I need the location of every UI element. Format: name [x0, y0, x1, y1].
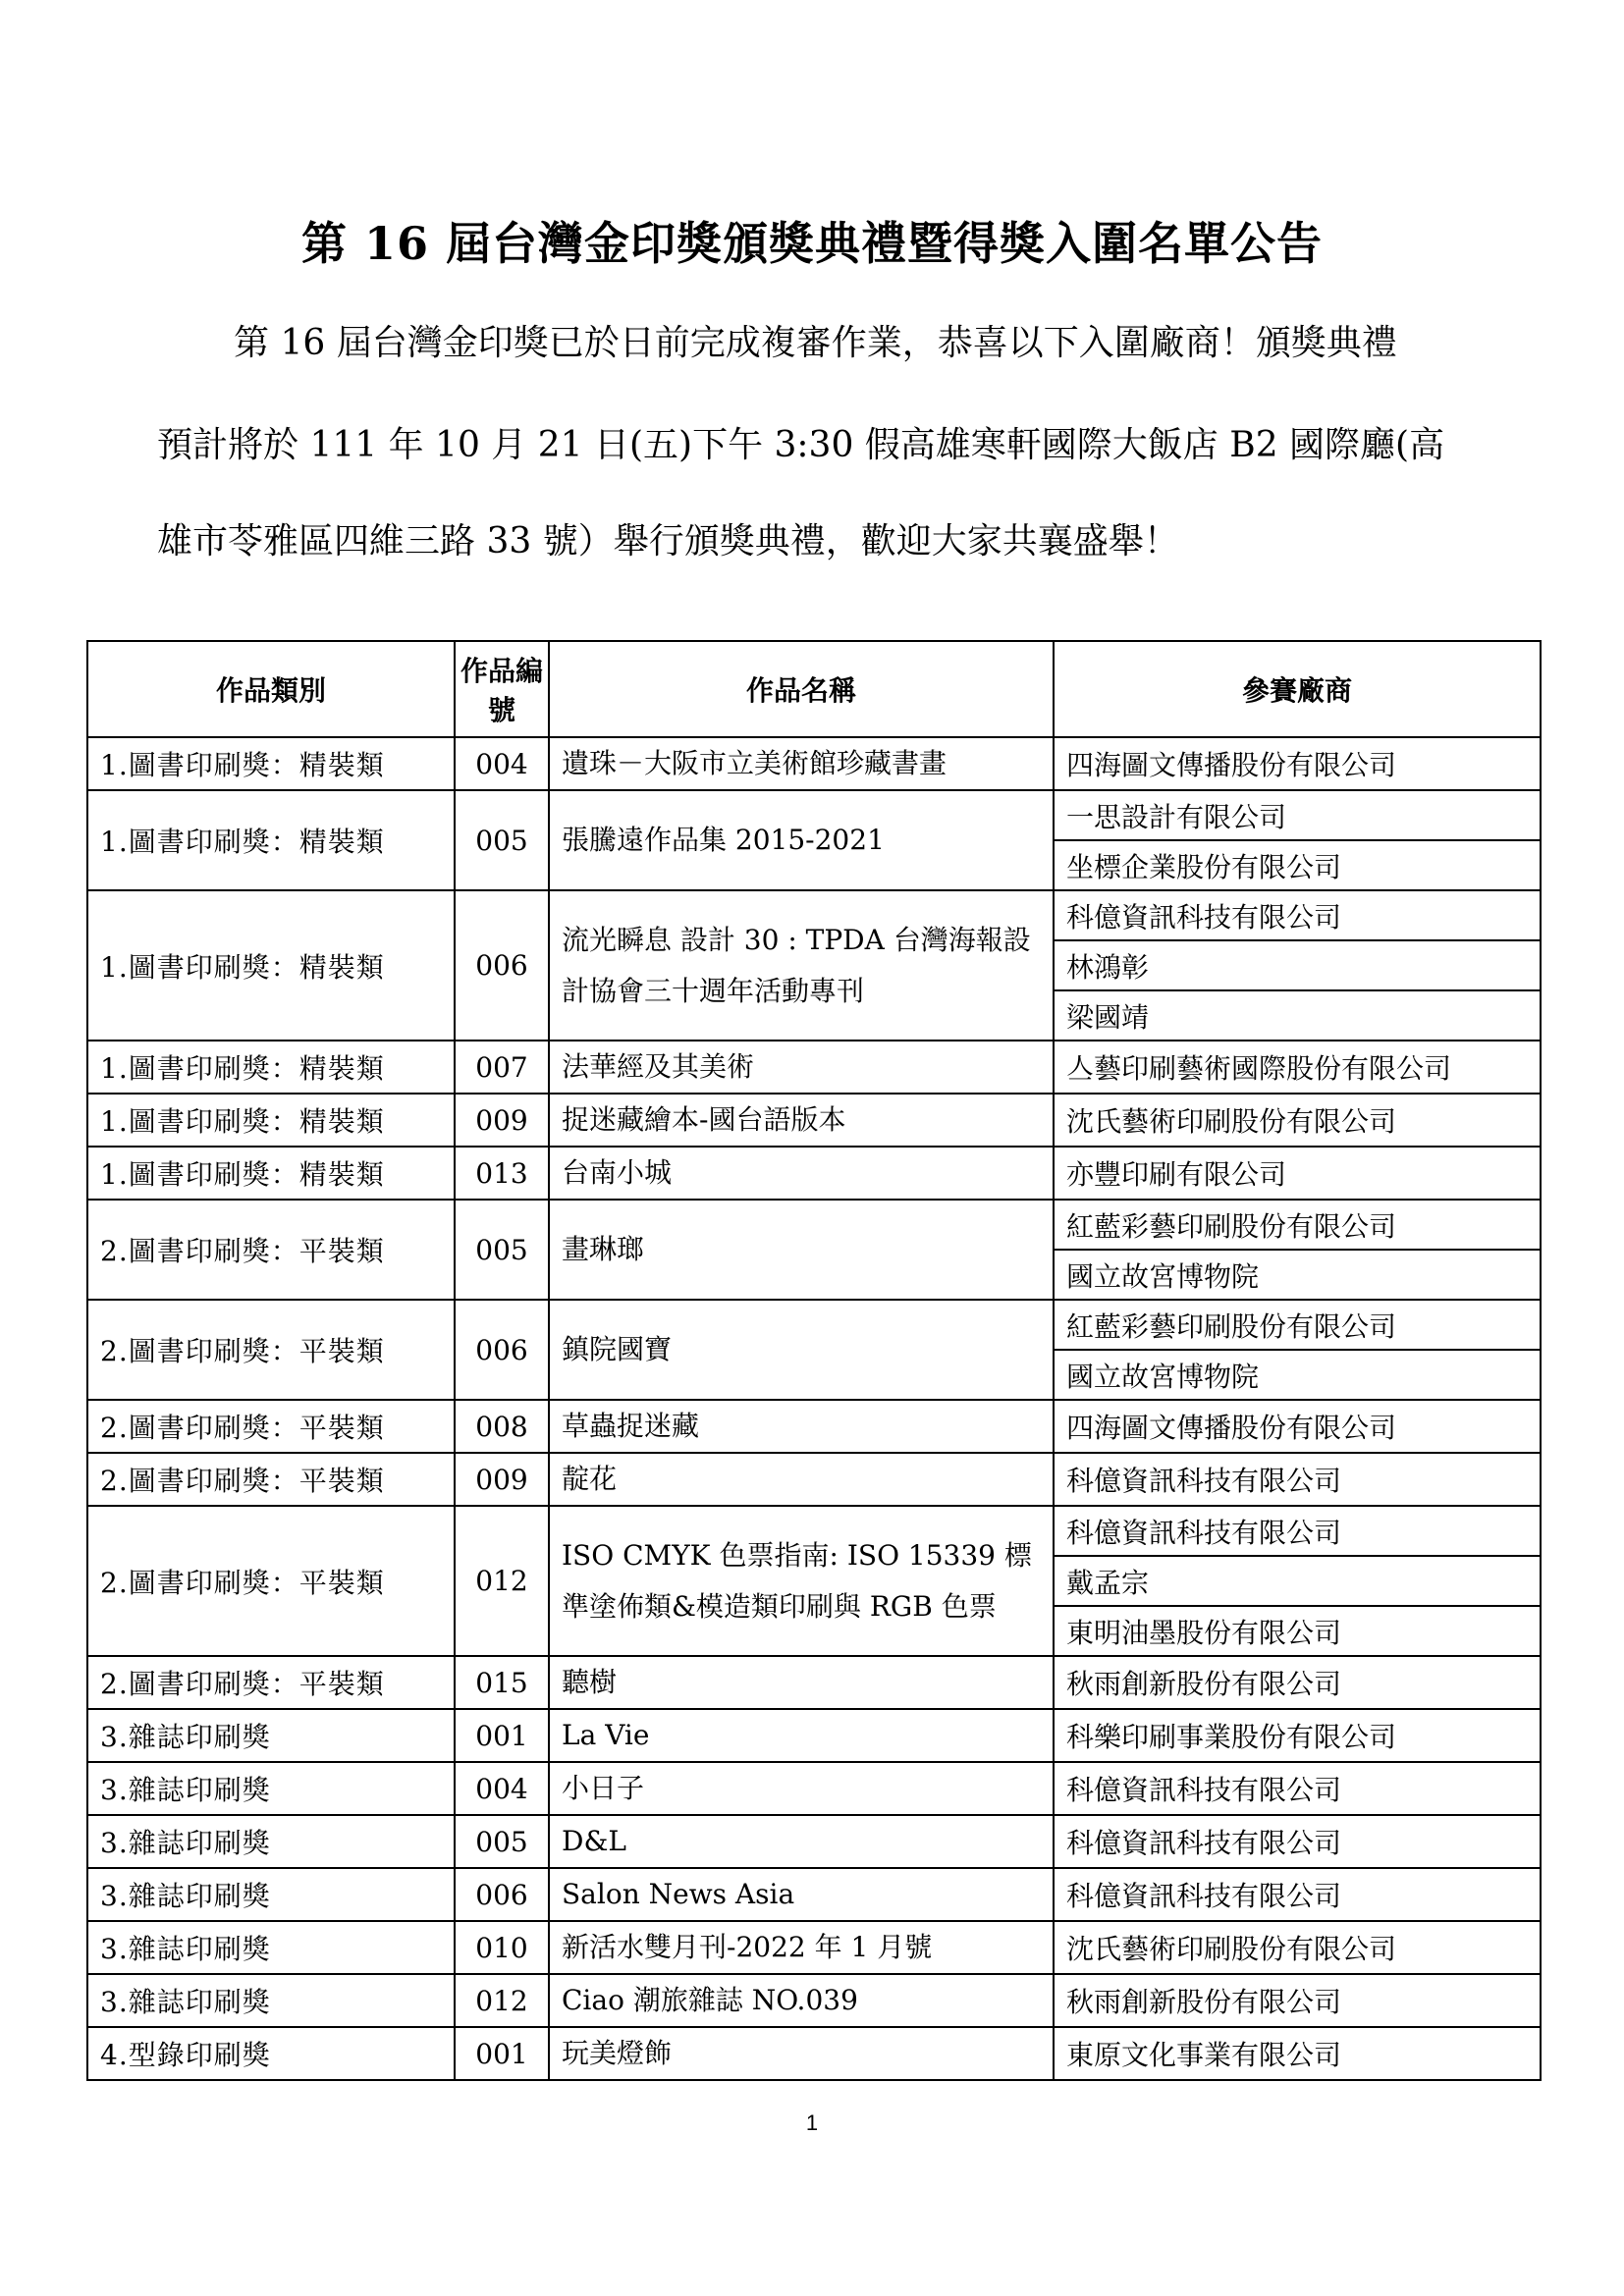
cell-category: 3.雜誌印刷獎: [87, 1868, 455, 1921]
cell-category: 1.圖書印刷獎：精裝類: [87, 790, 455, 890]
cell-number: 004: [455, 1762, 549, 1815]
cell-category: 2.圖書印刷獎：平裝類: [87, 1656, 455, 1709]
table-row: [87, 2027, 1541, 2080]
cell-vendor: 東明油墨股份有限公司: [1054, 1606, 1541, 1656]
cell-title: 新活水雙月刊-2022 年 1 月號: [549, 1921, 1054, 1974]
cell-category: 3.雜誌印刷獎: [87, 1815, 455, 1868]
cell-number: 006: [455, 890, 549, 1041]
cell-vendor: 科億資訊科技有限公司: [1054, 1762, 1541, 1815]
cell-number: 005: [455, 790, 549, 890]
cell-vendor: 沈氏藝術印刷股份有限公司: [1054, 1921, 1541, 1974]
cell-number: 006: [455, 1868, 549, 1921]
table-row: [87, 1453, 1541, 1506]
table-row: [87, 1868, 1541, 1921]
cell-category: 2.圖書印刷獎：平裝類: [87, 1506, 455, 1656]
cell-title: 聽樹: [549, 1656, 1054, 1709]
cell-vendor: 科億資訊科技有限公司: [1054, 1868, 1541, 1921]
table-row: [87, 1921, 1541, 1974]
cell-title: 台南小城: [549, 1147, 1054, 1200]
cell-vendor: 亼藝印刷藝術國際股份有限公司: [1054, 1041, 1541, 1094]
cell-title: 小日子: [549, 1762, 1054, 1815]
header-vendor: 參賽廠商: [1054, 641, 1541, 737]
table-row: [87, 1094, 1541, 1147]
cell-vendor: 梁國靖: [1054, 990, 1541, 1041]
header-category: 作品類別: [87, 641, 455, 737]
cell-vendor: 戴孟宗: [1054, 1556, 1541, 1606]
cell-category: 1.圖書印刷獎：精裝類: [87, 1041, 455, 1094]
cell-title: 張騰遠作品集 2015-2021: [549, 790, 1054, 890]
cell-number: 004: [455, 737, 549, 790]
table-row: [87, 1709, 1541, 1762]
cell-number: 001: [455, 1709, 549, 1762]
table-header-row: [87, 641, 1541, 737]
cell-vendor: 國立故宮博物院: [1054, 1250, 1541, 1300]
page-number: 1: [805, 2110, 819, 2135]
cell-category: 3.雜誌印刷獎: [87, 1921, 455, 1974]
cell-category: 2.圖書印刷獎：平裝類: [87, 1400, 455, 1453]
announcement-line-1: 第 16 屆台灣金印獎已於日前完成複審作業，恭喜以下入圍廠商！頒獎典禮: [234, 323, 1397, 363]
cell-number: 007: [455, 1041, 549, 1094]
table-row: [87, 737, 1541, 790]
table-row: [87, 1656, 1541, 1709]
cell-vendor: 沈氏藝術印刷股份有限公司: [1054, 1094, 1541, 1147]
cell-number: 006: [455, 1300, 549, 1400]
announcement-line-2: 預計將於 111 年 10 月 21 日(五)下午 3:30 假高雄寒軒國際大飯店 B2 國際廳(高: [157, 425, 1445, 465]
cell-number: 001: [455, 2027, 549, 2080]
cell-category: 3.雜誌印刷獎: [87, 1709, 455, 1762]
table-row: [87, 890, 1541, 940]
cell-vendor: 坐標企業股份有限公司: [1054, 840, 1541, 890]
cell-title: 流光瞬息 設計 30 : TPDA 台灣海報設計協會三十週年活動專刊: [549, 890, 1054, 1041]
cell-number: 012: [455, 1974, 549, 2027]
table-row: [87, 1041, 1541, 1094]
table-row: [87, 1762, 1541, 1815]
table-row: [87, 1200, 1541, 1250]
cell-number: 009: [455, 1453, 549, 1506]
table-row: [87, 1147, 1541, 1200]
cell-title: 草蟲捉迷藏: [549, 1400, 1054, 1453]
cell-number: 005: [455, 1815, 549, 1868]
cell-category: 2.圖書印刷獎：平裝類: [87, 1200, 455, 1300]
announcement-line-3: 雄市苓雅區四維三路 33 號）舉行頒獎典禮，歡迎大家共襄盛舉！: [157, 521, 1179, 561]
cell-category: 1.圖書印刷獎：精裝類: [87, 890, 455, 1041]
cell-title: Salon News Asia: [549, 1868, 1054, 1921]
cell-vendor: 科億資訊科技有限公司: [1054, 890, 1541, 940]
cell-title: 遺珠－大阪市立美術館珍藏書畫: [549, 737, 1054, 790]
cell-number: 015: [455, 1656, 549, 1709]
cell-category: 3.雜誌印刷獎: [87, 1974, 455, 2027]
cell-vendor: 科樂印刷事業股份有限公司: [1054, 1709, 1541, 1762]
cell-category: 2.圖書印刷獎：平裝類: [87, 1300, 455, 1400]
cell-vendor: 科億資訊科技有限公司: [1054, 1506, 1541, 1556]
cell-vendor: 林鴻彰: [1054, 940, 1541, 990]
table-row: [87, 1400, 1541, 1453]
table-row: [87, 1506, 1541, 1556]
cell-vendor: 科億資訊科技有限公司: [1054, 1815, 1541, 1868]
cell-category: 1.圖書印刷獎：精裝類: [87, 1147, 455, 1200]
cell-title: 靛花: [549, 1453, 1054, 1506]
cell-category: 3.雜誌印刷獎: [87, 1762, 455, 1815]
cell-category: 2.圖書印刷獎：平裝類: [87, 1453, 455, 1506]
cell-vendor: 科億資訊科技有限公司: [1054, 1453, 1541, 1506]
cell-vendor: 紅藍彩藝印刷股份有限公司: [1054, 1300, 1541, 1350]
table-row: [87, 1974, 1541, 2027]
cell-number: 009: [455, 1094, 549, 1147]
cell-category: 1.圖書印刷獎：精裝類: [87, 1094, 455, 1147]
cell-title: Ciao 潮旅雜誌 NO.039: [549, 1974, 1054, 2027]
cell-number: 013: [455, 1147, 549, 1200]
header-title: 作品名稱: [549, 641, 1054, 737]
cell-vendor: 紅藍彩藝印刷股份有限公司: [1054, 1200, 1541, 1250]
header-number: 作品編號: [455, 641, 549, 737]
page-title: 第 16 屆台灣金印獎頒獎典禮暨得獎入圍名單公告: [300, 217, 1324, 270]
cell-number: 008: [455, 1400, 549, 1453]
cell-category: 4.型錄印刷獎: [87, 2027, 455, 2080]
cell-vendor: 四海圖文傳播股份有限公司: [1054, 1400, 1541, 1453]
cell-number: 010: [455, 1921, 549, 1974]
cell-title: 畫琳瑯: [549, 1200, 1054, 1300]
cell-vendor: 四海圖文傳播股份有限公司: [1054, 737, 1541, 790]
cell-vendor: 國立故宮博物院: [1054, 1350, 1541, 1400]
cell-title: La Vie: [549, 1709, 1054, 1762]
cell-title: 法華經及其美術: [549, 1041, 1054, 1094]
cell-title: 玩美燈飾: [549, 2027, 1054, 2080]
cell-title: ISO CMYK 色票指南: ISO 15339 標準塗佈類&模造類印刷與 RGB 色票: [549, 1506, 1054, 1656]
finalist-table: [86, 640, 1542, 2081]
cell-title: D&L: [549, 1815, 1054, 1868]
table-row: [87, 1815, 1541, 1868]
table-row: [87, 1300, 1541, 1350]
cell-number: 012: [455, 1506, 549, 1656]
cell-number: 005: [455, 1200, 549, 1300]
table-row: [87, 790, 1541, 840]
cell-title: 捉迷藏繪本-國台語版本: [549, 1094, 1054, 1147]
cell-title: 鎮院國寶: [549, 1300, 1054, 1400]
cell-category: 1.圖書印刷獎：精裝類: [87, 737, 455, 790]
cell-vendor: 秋雨創新股份有限公司: [1054, 1974, 1541, 2027]
cell-vendor: 東原文化事業有限公司: [1054, 2027, 1541, 2080]
cell-vendor: 一思設計有限公司: [1054, 790, 1541, 840]
cell-vendor: 秋雨創新股份有限公司: [1054, 1656, 1541, 1709]
cell-vendor: 亦豐印刷有限公司: [1054, 1147, 1541, 1200]
table-body: [87, 737, 1541, 2080]
